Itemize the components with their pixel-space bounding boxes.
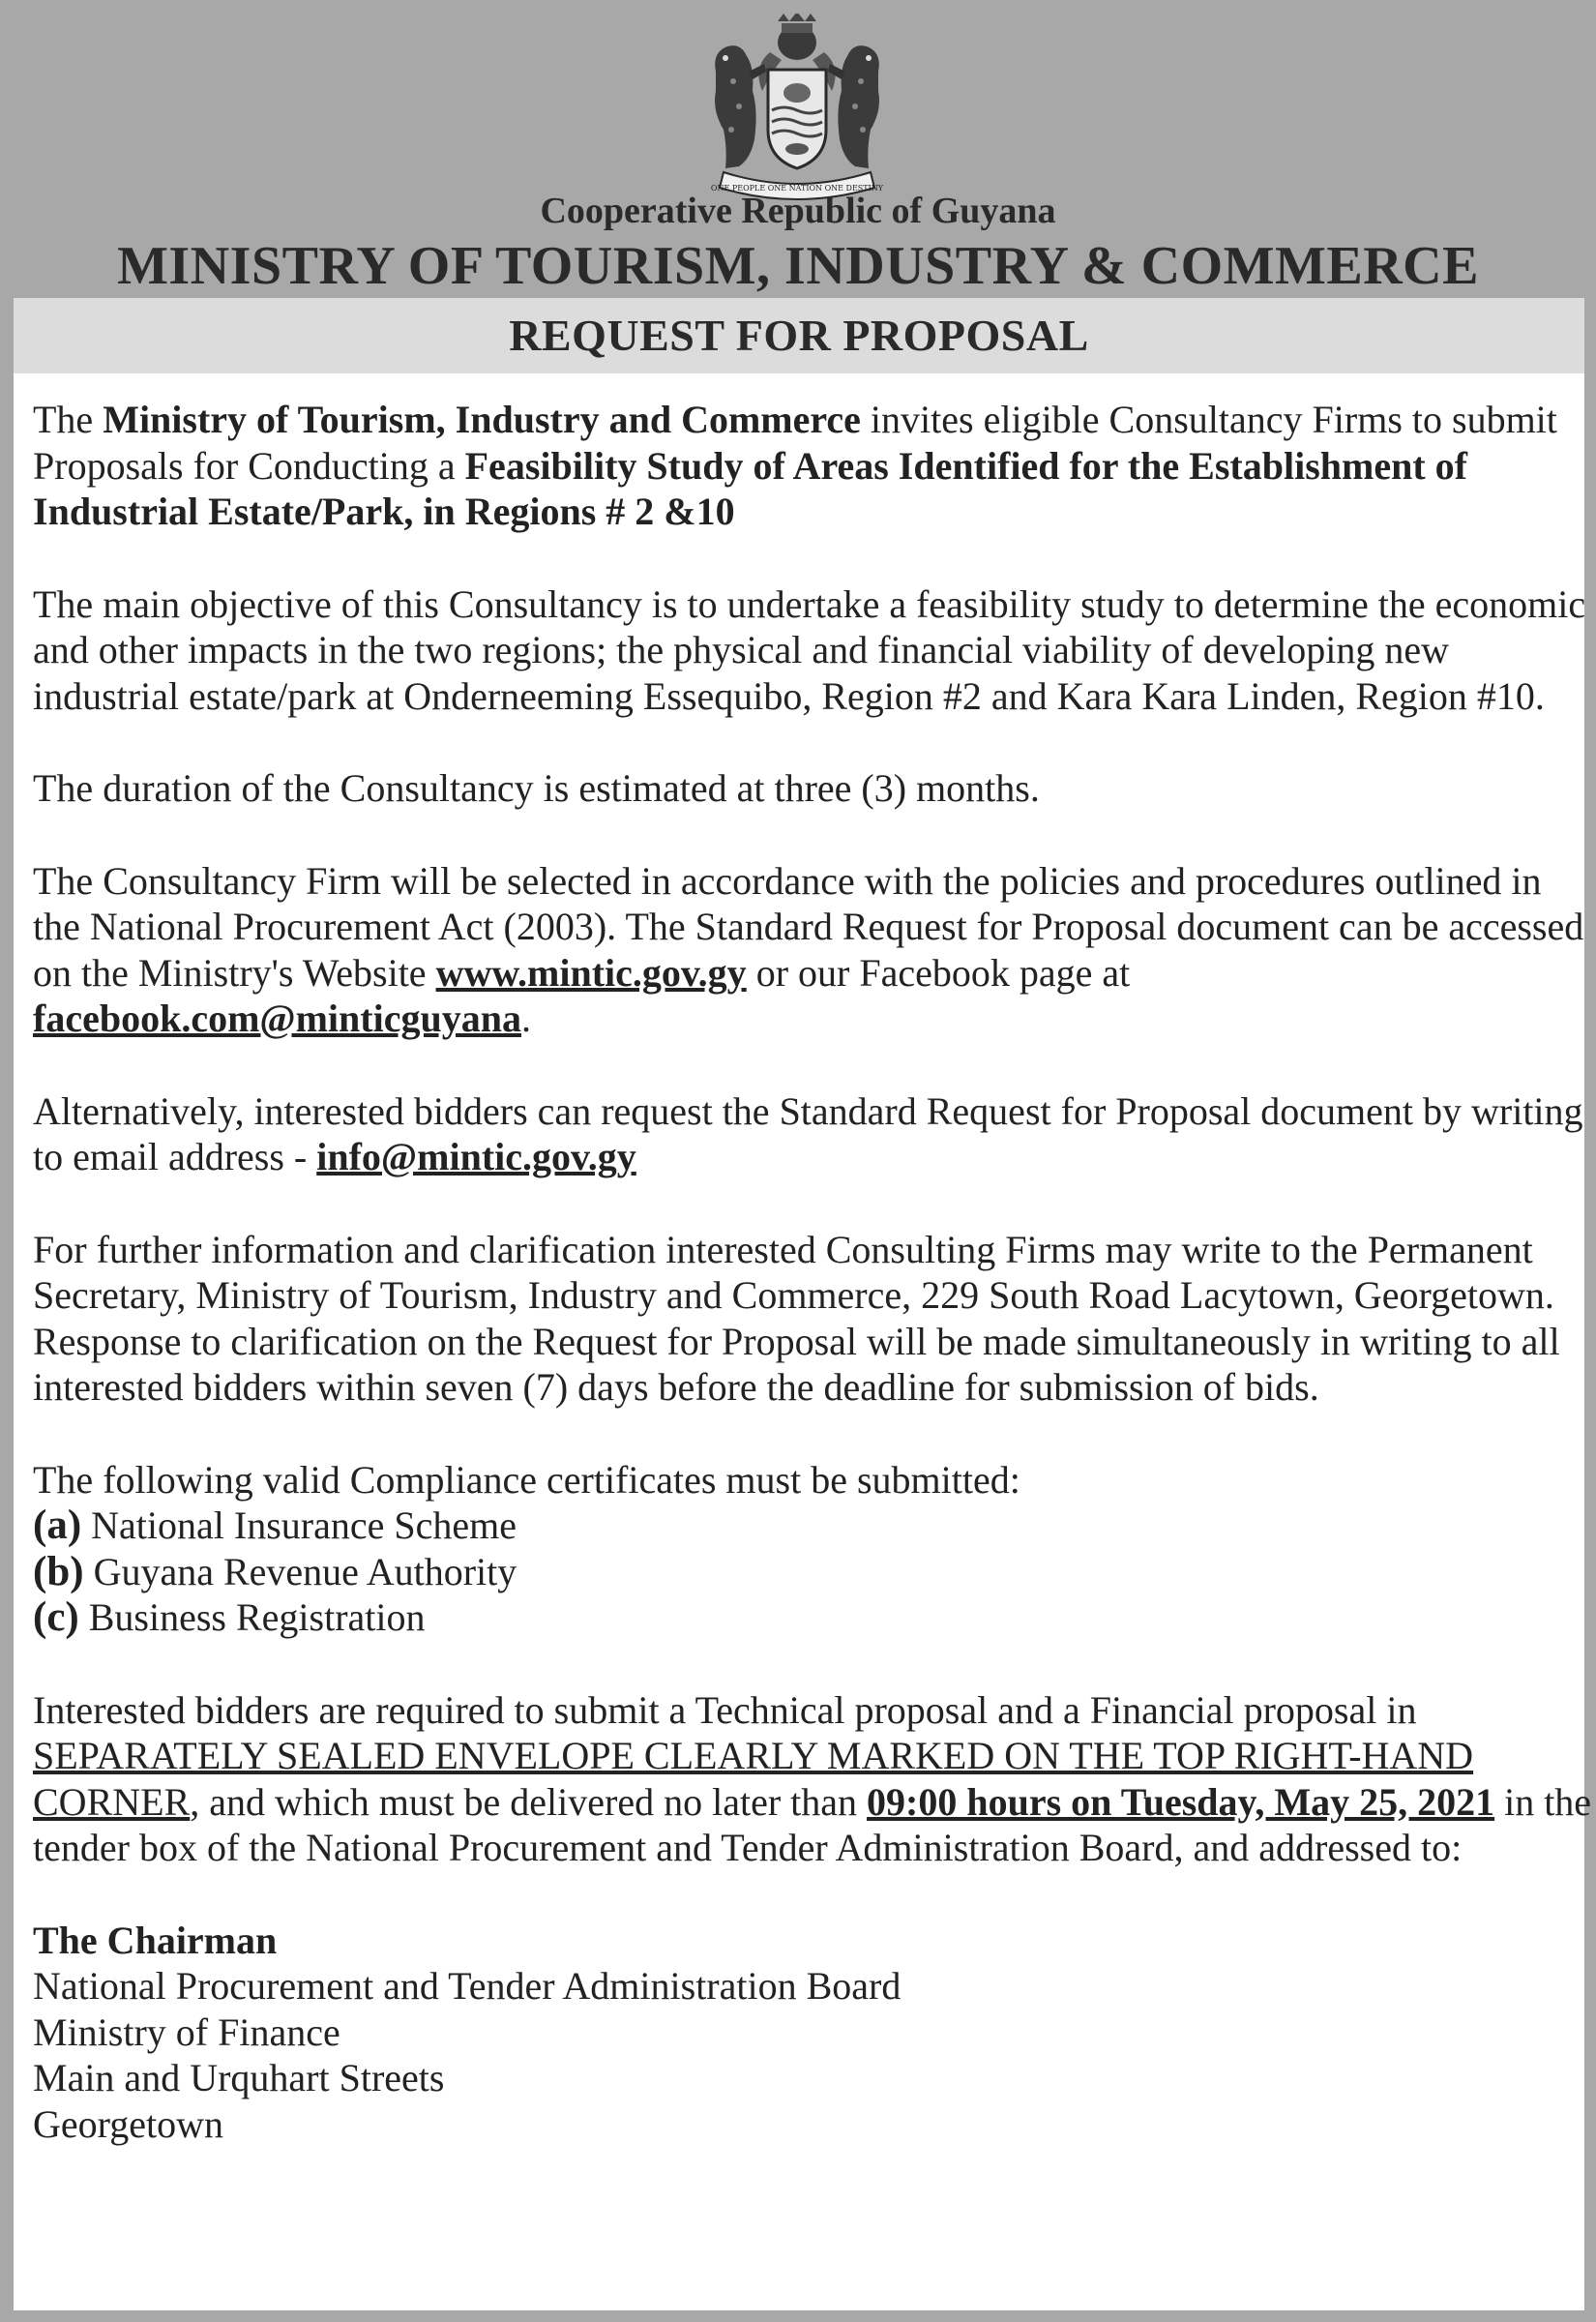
notice-frame: [14, 298, 1592, 2310]
addressee: The Chairman: [33, 1918, 278, 1962]
address-line: Georgetown: [33, 2101, 223, 2146]
notice-header: [0, 0, 1596, 298]
guyana-coat-of-arms-icon: [695, 14, 900, 203]
certificate-item: (b) Guyana Revenue Authority: [33, 1548, 517, 1594]
deadline: 09:00 hours on Tuesday, May 25, 2021: [867, 1779, 1495, 1824]
crest-motto: ONE PEOPLE ONE NATION ONE DESTINY: [710, 184, 884, 193]
intro-paragraph: The Ministry of Tourism, Industry and Commerce invites eligible Consultancy Firms to submit Proposals for Conducting a Feasibility Study of Areas Identified for the Establishment of Industrial Estate/Park, in Regions # 2 &10: [33, 398, 1557, 533]
selection-paragraph: The Consultancy Firm will be selected in accordance with the policies and procedures outlined in the National Procurement Act (2003). The Standard Request for Proposal document can be accessed on the Ministry's Website www.mintic.gov.gy or our Facebook page at facebook.com@minticguyana.: [33, 858, 1584, 1040]
address-block: [33, 1918, 1592, 2148]
website-link: www.mintic.gov.gy: [435, 950, 747, 995]
address-line: Ministry of Finance: [33, 2009, 340, 2054]
duration-paragraph: The duration of the Consultancy is estimated at three (3) months.: [33, 766, 1040, 810]
certificate-item: (a) National Insurance Scheme: [33, 1503, 517, 1548]
submission-paragraph: Interested bidders are required to submit a Technical proposal and a Financial proposal in SEPARATELY SEALED ENVELOPE CLEARLY MARKED ON THE TOP RIGHT-HAND CORNER, and which must be delivered no later than 09:00 hours on Tuesday, May 25, 2021 in the tender box of the National Procurement and Tender Administration Board, and addressed to:: [33, 1687, 1592, 1869]
email-paragraph: Alternatively, interested bidders can request the Standard Request for Proposal document by writing to email address - info@mintic.gov.gy: [33, 1088, 1583, 1178]
notice-body: [33, 397, 1592, 2147]
facebook-link: facebook.com@minticguyana: [33, 997, 521, 1040]
ministry-name: MINISTRY OF TOURISM, INDUSTRY & COMMERCE: [117, 236, 1479, 296]
certificate-item: (c) Business Registration: [33, 1594, 426, 1640]
republic-name: Cooperative Republic of Guyana: [540, 191, 1056, 231]
ministry-bold: Ministry of Tourism, Industry and Commerce: [103, 398, 861, 441]
certificates-intro: The following valid Compliance certificates must be submitted:: [33, 1457, 1020, 1502]
notice-title: REQUEST FOR PROPOSAL: [14, 298, 1584, 373]
address-line: National Procurement and Tender Administration Board: [33, 1964, 901, 2008]
study-title: Feasibility Study of Areas Identified for the Establishment of Industrial Estate/Park, in Regions # 2 &10: [33, 443, 1467, 533]
address-line: Main and Urquhart Streets: [33, 2056, 445, 2099]
clarification-paragraph: For further information and clarification interested Consulting Firms may write to the Permanent Secretary, Ministry of Tourism, Industry and Commerce, 229 South Road Lacytown, Georgetown. Response to clarification on the Request for Proposal will be made simultaneously in writing to all interested bidders within seven (7) days before the deadline for submission of bids.: [33, 1227, 1560, 1409]
email-link: info@mintic.gov.gy: [316, 1135, 636, 1178]
objective-paragraph: The main objective of this Consultancy is to undertake a feasibility study to determine the economic and other impacts in the two regions; the physical and financial viability of developing new industrial estate/park at Onderneeming Essequibo, Region #2 and Kara Kara Linden, Region #10.: [33, 581, 1586, 718]
sealed-envelope-note: SEPARATELY SEALED ENVELOPE CLEARLY MARKED ON THE TOP RIGHT-HAND CORNER: [33, 1734, 1474, 1824]
